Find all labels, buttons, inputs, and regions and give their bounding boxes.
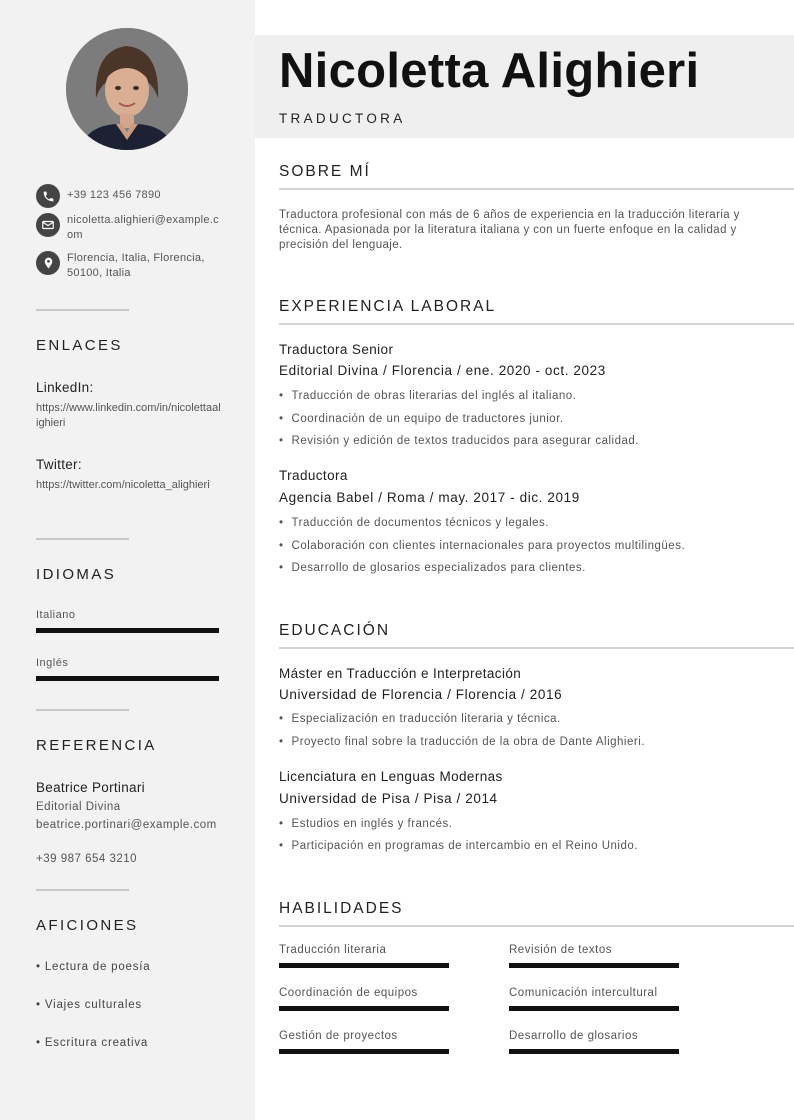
job-meta: Agencia Babel / Roma / may. 2017 - dic. 2019 bbox=[279, 490, 580, 505]
skill-level-bar bbox=[509, 1049, 679, 1054]
reference-name: Beatrice Portinari bbox=[36, 780, 145, 795]
location-pin-icon bbox=[36, 251, 60, 275]
twitter-label: Twitter: bbox=[36, 457, 82, 472]
language-level-bar bbox=[36, 628, 219, 633]
skill-level-bar bbox=[509, 1006, 679, 1011]
phone-icon bbox=[36, 184, 60, 208]
skills-heading: HABILIDADES bbox=[279, 900, 404, 917]
hobby-item: • Lectura de poesía bbox=[36, 961, 151, 973]
skill-level-fill bbox=[279, 963, 449, 968]
hobby-label: Lectura de poesía bbox=[44, 961, 151, 973]
job-title: Traductora Senior bbox=[279, 342, 394, 357]
person-name: Nicoletta Alighieri bbox=[279, 44, 700, 98]
email-text: nicoletta.alighieri@example.com bbox=[67, 214, 219, 241]
skill-name: Revisión de textos bbox=[509, 944, 612, 956]
language-level-fill bbox=[36, 628, 219, 633]
skill-name: Gestión de proyectos bbox=[279, 1030, 398, 1042]
section-rule bbox=[279, 323, 794, 325]
skill-name: Comunicación intercultural bbox=[509, 987, 658, 999]
hobbies-heading: AFICIONES bbox=[36, 917, 139, 934]
skill-level-fill bbox=[279, 1006, 449, 1011]
sidebar-divider bbox=[36, 538, 129, 540]
address-text: Florencia, Italia, Florencia, 50100, Italia bbox=[67, 252, 205, 279]
language-level-bar bbox=[36, 676, 219, 681]
contact-address bbox=[36, 251, 219, 281]
degree-title: Máster en Traducción e Interpretación bbox=[279, 666, 522, 681]
sidebar-divider bbox=[36, 889, 129, 891]
skill-level-bar bbox=[509, 963, 679, 968]
language-name: Italiano bbox=[36, 609, 76, 621]
section-rule bbox=[279, 188, 794, 190]
skill-name: Desarrollo de glosarios bbox=[509, 1030, 639, 1042]
job-title: Traductora bbox=[279, 468, 348, 483]
degree-meta: Universidad de Pisa / Pisa / 2014 bbox=[279, 791, 498, 806]
skill-level-fill bbox=[509, 1049, 679, 1054]
degree-bullet: • Participación en programas de intercambio en el Reino Unido. bbox=[279, 840, 638, 852]
portrait-image bbox=[66, 28, 188, 150]
linkedin-link[interactable]: https://www.linkedin.com/in/nicolettaalighieri bbox=[36, 402, 221, 429]
about-heading: SOBRE MÍ bbox=[279, 163, 371, 180]
job-meta: Editorial Divina / Florencia / ene. 2020 - oct. 2023 bbox=[279, 363, 606, 378]
linkedin-label: LinkedIn: bbox=[36, 380, 94, 395]
skill-level-bar bbox=[279, 963, 449, 968]
phone-text: +39 123 456 7890 bbox=[67, 189, 161, 201]
profile-photo bbox=[66, 28, 188, 150]
sidebar-divider bbox=[36, 309, 129, 311]
skill-level-bar bbox=[279, 1006, 449, 1011]
language-level-fill bbox=[36, 676, 219, 681]
skill-name: Traducción literaria bbox=[279, 944, 387, 956]
job-bullet: • Traducción de obras literarias del inglés al italiano. bbox=[279, 390, 576, 402]
about-text: Traductora profesional con más de 6 años de experiencia en la traducción literaria y técnica. Apasionada por la literatura italiana y con un fuerte enfoque en la calidad y precisión del lenguaje. bbox=[279, 209, 740, 251]
job-bullet: • Coordinación de un equipo de traductores junior. bbox=[279, 413, 564, 425]
job-bullet: • Colaboración con clientes internacionales para proyectos multilingües. bbox=[279, 540, 685, 552]
sidebar bbox=[0, 0, 255, 1120]
skill-level-bar bbox=[279, 1049, 449, 1054]
job-bullet: • Traducción de documentos técnicos y legales. bbox=[279, 517, 549, 529]
section-rule bbox=[279, 925, 794, 927]
degree-bullet: • Proyecto final sobre la traducción de la obra de Dante Alighieri. bbox=[279, 736, 645, 748]
job-bullet: • Desarrollo de glosarios especializados para clientes. bbox=[279, 562, 586, 574]
degree-bullet: • Estudios en inglés y francés. bbox=[279, 818, 452, 830]
degree-bullet: • Especialización en traducción literaria y técnica. bbox=[279, 713, 561, 725]
degree-title: Licenciatura en Lenguas Modernas bbox=[279, 769, 503, 784]
sidebar-divider bbox=[36, 709, 129, 711]
job-bullet: • Revisión y edición de textos traducidos para asegurar calidad. bbox=[279, 435, 639, 447]
hobby-item: • Escritura creativa bbox=[36, 1037, 149, 1049]
twitter-link[interactable]: https://twitter.com/nicoletta_alighieri bbox=[36, 479, 210, 491]
contact-email bbox=[36, 213, 219, 243]
languages-heading: IDIOMAS bbox=[36, 566, 117, 583]
hobby-label: Viajes culturales bbox=[44, 999, 142, 1011]
job-role: TRADUCTORA bbox=[279, 111, 406, 126]
section-rule bbox=[279, 647, 794, 649]
skill-level-fill bbox=[279, 1049, 449, 1054]
reference-email[interactable]: beatrice.portinari@example.com bbox=[36, 819, 217, 831]
skill-name: Coordinación de equipos bbox=[279, 987, 418, 999]
skill-level-fill bbox=[509, 1006, 679, 1011]
hobby-label: Escritura creativa bbox=[44, 1037, 149, 1049]
reference-heading: REFERENCIA bbox=[36, 737, 157, 754]
envelope-icon bbox=[36, 213, 60, 237]
links-heading: ENLACES bbox=[36, 337, 123, 354]
language-name: Inglés bbox=[36, 657, 69, 669]
contact-phone bbox=[36, 184, 219, 208]
degree-meta: Universidad de Florencia / Florencia / 2016 bbox=[279, 687, 563, 702]
hobby-item: • Viajes culturales bbox=[36, 999, 142, 1011]
experience-heading: EXPERIENCIA LABORAL bbox=[279, 298, 497, 315]
education-heading: EDUCACIÓN bbox=[279, 622, 391, 639]
reference-phone: +39 987 654 3210 bbox=[36, 853, 138, 865]
reference-company: Editorial Divina bbox=[36, 801, 121, 813]
skill-level-fill bbox=[509, 963, 679, 968]
